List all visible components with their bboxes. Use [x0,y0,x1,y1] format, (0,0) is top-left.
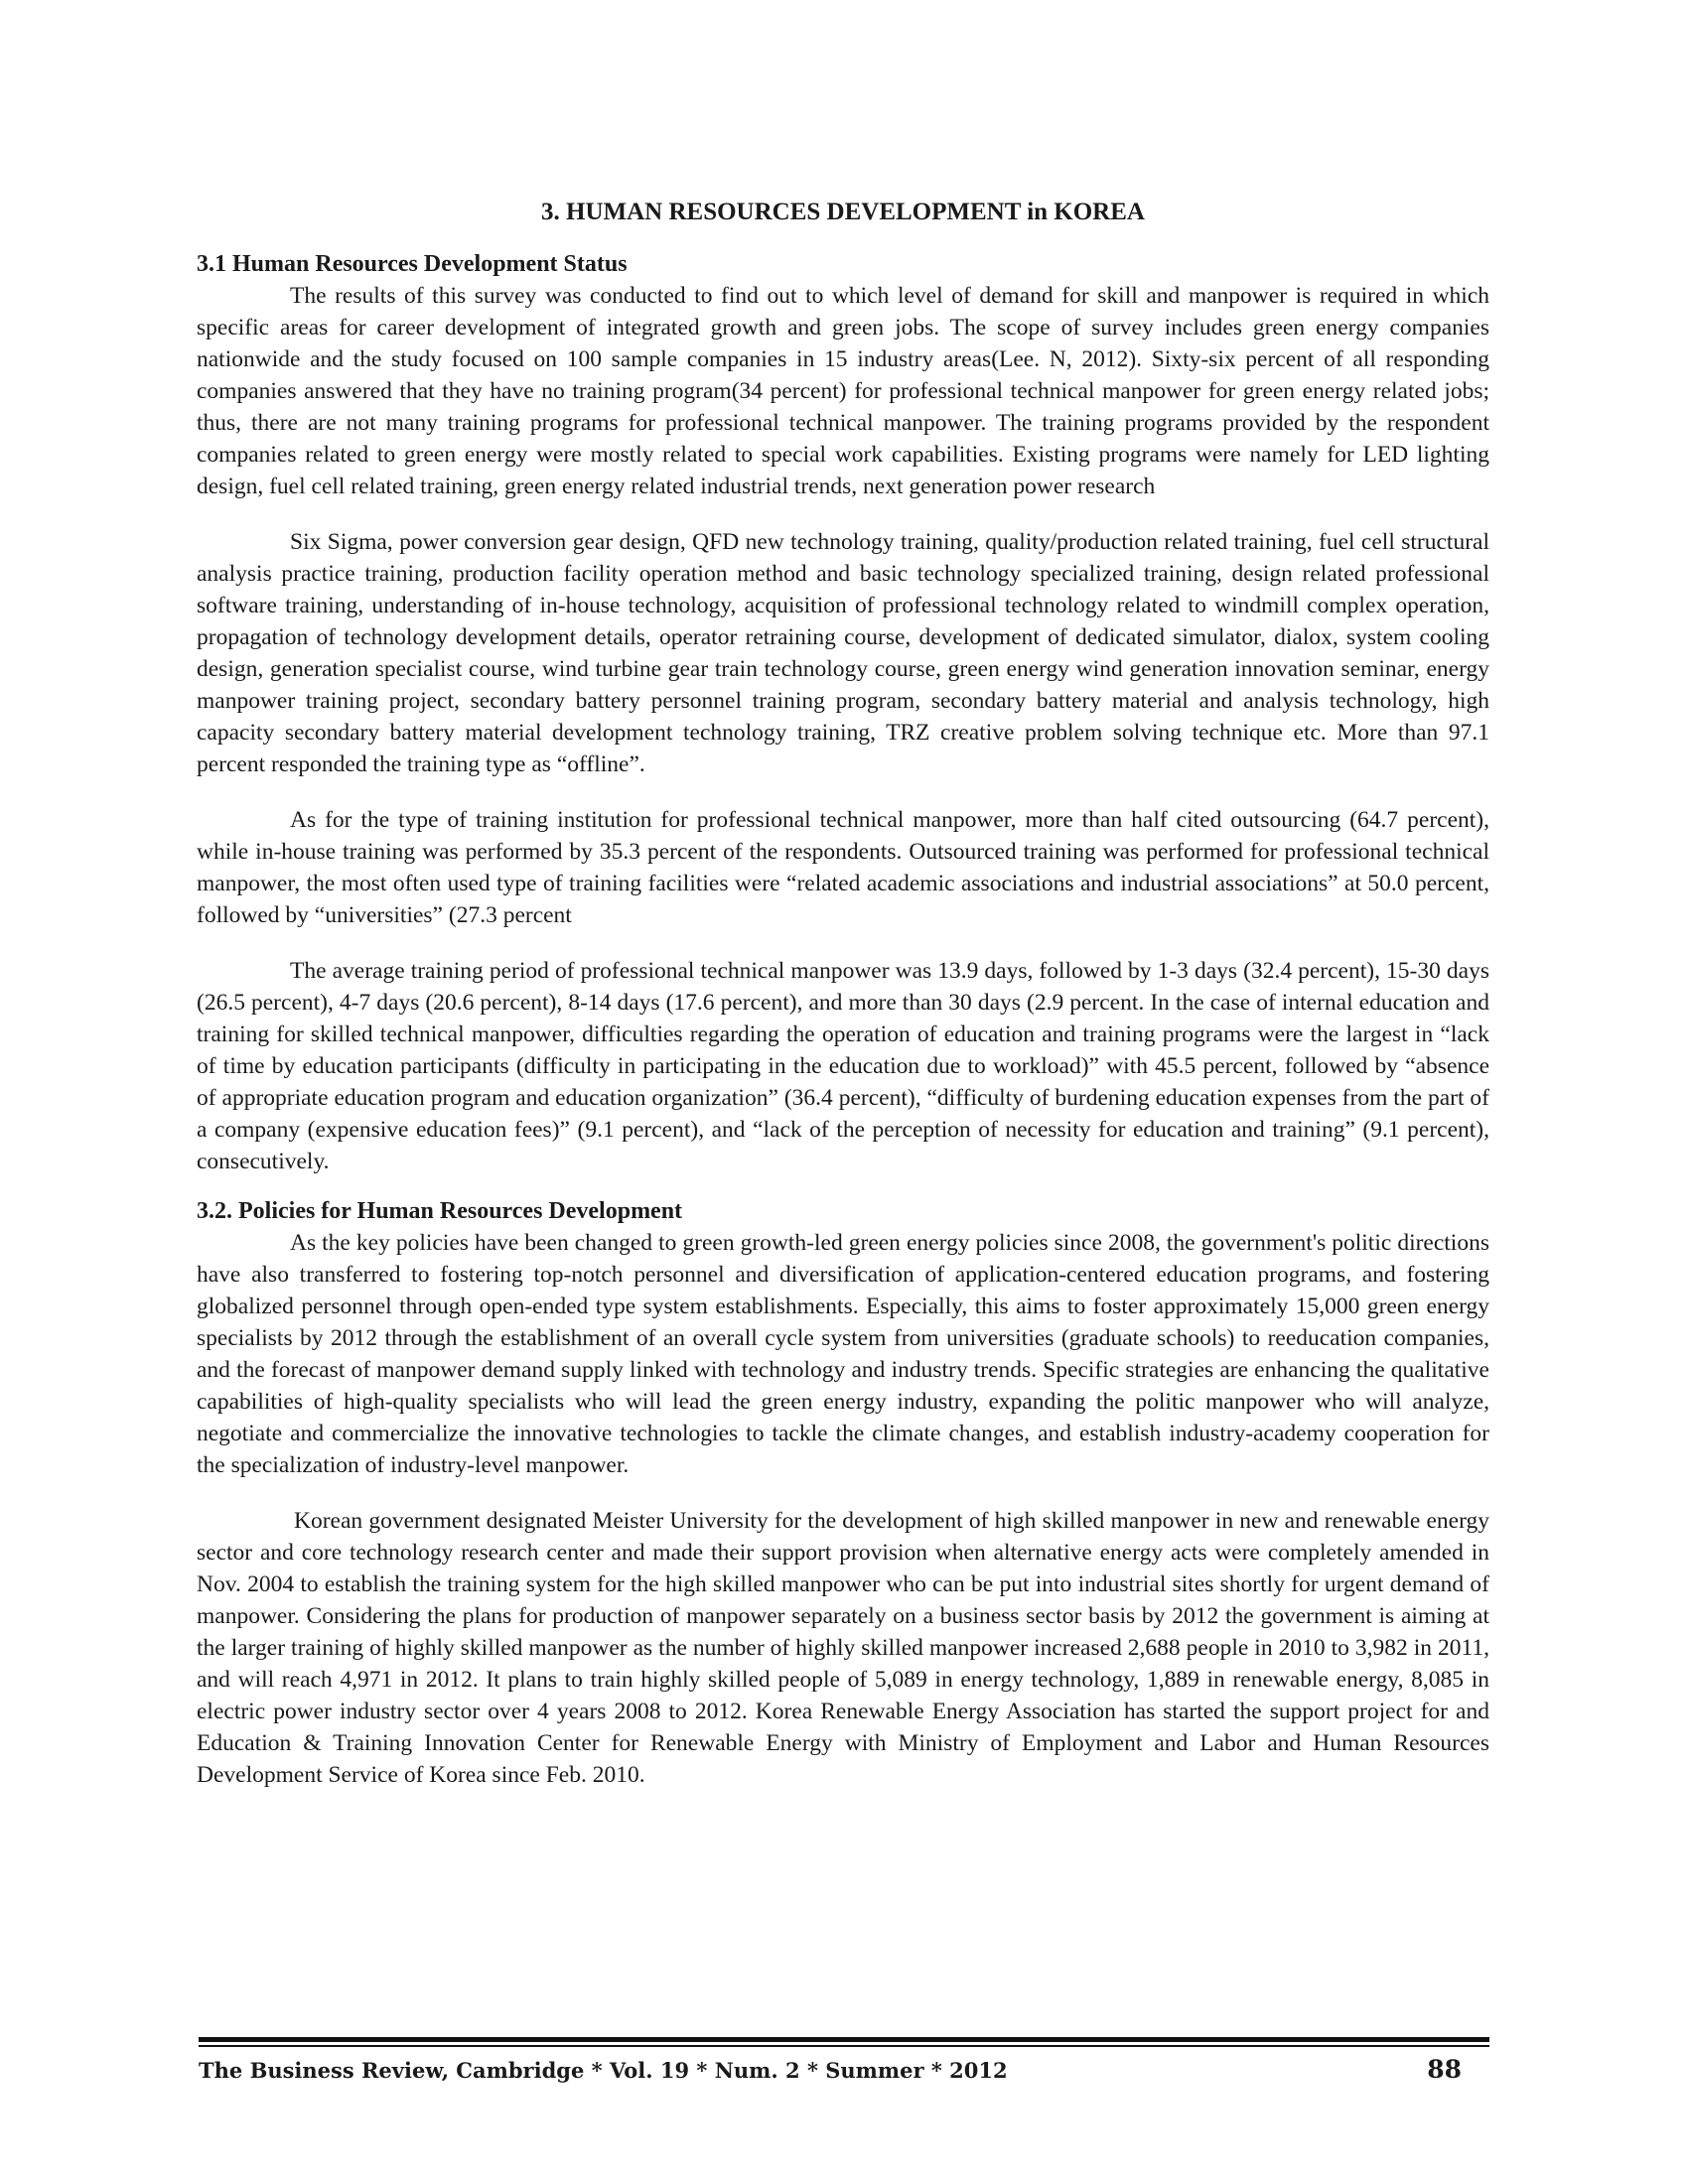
page-number: 88 [1427,2055,1462,2084]
paragraph-policies-1: As the key policies have been changed to green growth-led green energy policies since 2008, the government's politic directions have also transferred to fostering top-notch personnel and diversification of application-centered education programs, and fostering globalized personnel through open-ended type system establishments. Especially, this aims to foster approximately 15,000 green energy specialists by 2012 through the establishment of an overall cycle system from universities (graduate schools) to reeducation companies, and the forecast of manpower demand supply linked with technology and industry trends. Specific strategies are enhancing the qualitative capabilities of high-quality specialists who will lead the green energy industry, expanding the politic manpower who will analyze, negotiate and commercialize the innovative technologies to tackle the climate changes, and establish industry-academy cooperation for the specialization of industry-level manpower. [197,1230,1489,1478]
footer-rule-thin [199,2045,1489,2047]
paragraph-status-2: Six Sigma, power conversion gear design, QFD new technology training, quality/production related training, fuel cell structural analysis practice training, production facility operation method and basic technology specialized training, design related professional software training, understanding of in-house technology, acquisition of professional technology related to windmill complex operation, propagation of technology development details, operator retraining course, development of dedicated simulator, dialox, system cooling design, generation specialist course, wind turbine gear train technology course, green energy wind generation innovation seminar, energy manpower training project, secondary battery personnel training program, secondary battery material and analysis technology, high capacity secondary battery material development technology training, TRZ creative problem solving technique etc. More than 97.1 percent responded the training type as “offline”. [197,529,1489,777]
paragraph-status-4: The average training period of professional technical manpower was 13.9 days, followed by 1-3 days (32.4 percent), 15-30 days (26.5 percent), 4-7 days (20.6 percent), 8-14 days (17.6 percent), and more than 30 days (2.9 percent. In the case of internal education and training for skilled technical manpower, difficulties regarding the operation of education and training programs were the largest in “lack of time by education participants (difficulty in participating in the education due to workload)” with 45.5 percent, followed by “absence of appropriate education program and education organization” (36.4 percent), “difficulty of burdening education expenses from the part of a company (expensive education fees)” (9.1 percent), and “lack of the perception of necessity for education and training” (9.1 percent), consecutively. [197,958,1489,1174]
page-footer [199,2055,1489,2084]
footer-rule-thick [199,2037,1489,2042]
page-content [197,197,1489,1815]
section-title: 3. HUMAN RESOURCES DEVELOPMENT in KOREA [541,199,1145,225]
subsection-title-status: 3.1 Human Resources Development Status [197,251,628,277]
paragraph-status-1: The results of this survey was conducted to find out to which level of demand for skill and manpower is required in which specific areas for career development of integrated growth and green jobs. The scope of survey includes green energy companies nationwide and the study focused on 100 sample companies in 15 industry areas(Lee. N, 2012). Sixty-six percent of all responding companies answered that they have no training program(34 percent) for professional technical manpower for green energy related jobs; thus, there are not many training programs for professional technical manpower. The training programs provided by the respondent companies related to green energy were mostly related to special work capabilities. Existing programs were namely for LED lighting design, fuel cell related training, green energy related industrial trends, next generation power research [197,283,1489,499]
paragraph-status-3: As for the type of training institution for professional technical manpower, more than half cited outsourcing (64.7 percent), while in-house training was performed by 35.3 percent of the respondents. Outsourced training was performed for professional technical manpower, the most often used type of training facilities were “related academic associations and industrial associations” at 50.0 percent, followed by “universities” (27.3 percent [197,807,1489,928]
paragraph-policies-2: Korean government designated Meister University for the development of high skilled manpower in new and renewable energy sector and core technology research center and made their support provision when alternative energy acts were completely amended in Nov. 2004 to establish the training system for the high skilled manpower who can be put into industrial sites shortly for urgent demand of manpower. Considering the plans for production of manpower separately on a business sector basis by 2012 the government is aiming at the larger training of highly skilled manpower as the number of highly skilled manpower increased 2,688 people in 2010 to 3,982 in 2011, and will reach 4,971 in 2012. It plans to train highly skilled people of 5,089 in energy technology, 1,889 in renewable energy, 8,085 in electric power industry sector over 4 years 2008 to 2012. Korea Renewable Energy Association has started the support project for and Education & Training Innovation Center for Renewable Energy with Ministry of Employment and Labor and Human Resources Development Service of Korea since Feb. 2010. [197,1508,1489,1788]
subsection-title-policies: 3.2. Policies for Human Resources Development [197,1198,683,1224]
journal-citation: The Business Review, Cambridge * Vol. 19 * Num. 2 * Summer * 2012 [199,2058,1008,2083]
